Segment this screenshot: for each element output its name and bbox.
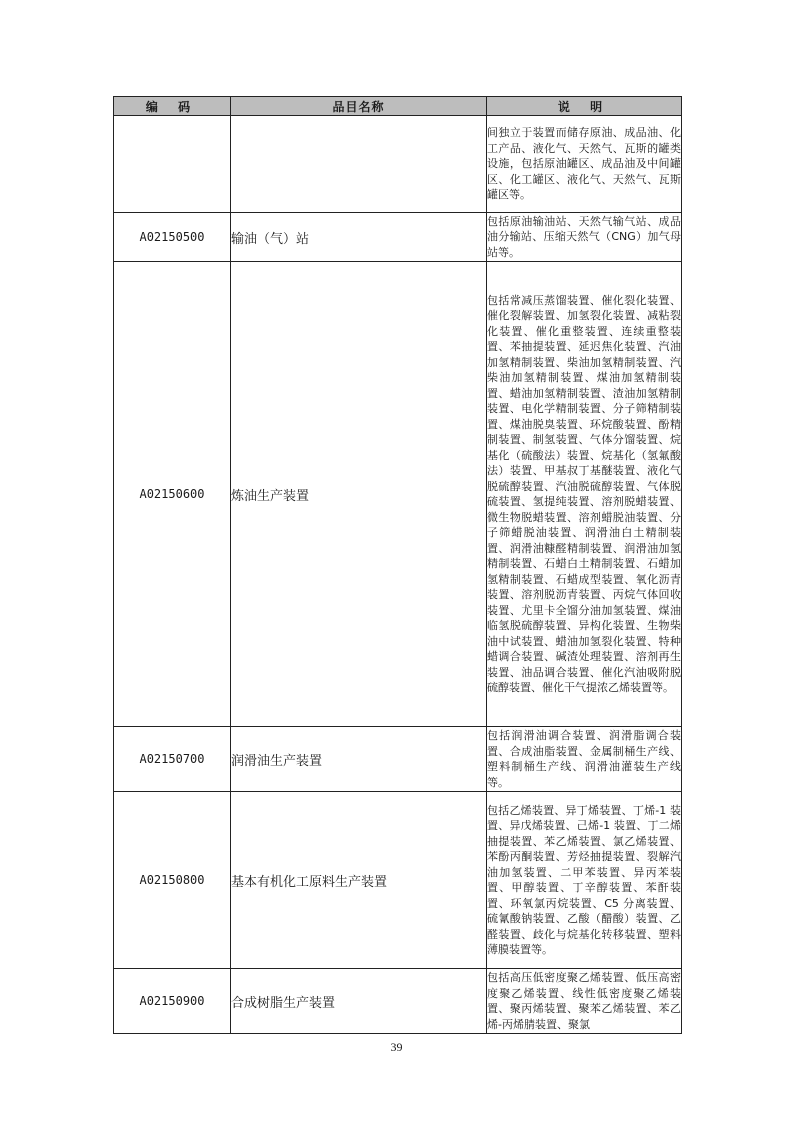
page-number: 39 xyxy=(390,1040,403,1054)
row-code xyxy=(114,116,231,213)
row-desc: 间独立于装置而储存原油、成品油、化工产品、液化气、天然气、瓦斯的罐类设施，包括原油罐区、成品油及中间罐区、化工罐区、液化气、天然气、瓦斯罐区等。 xyxy=(487,116,682,213)
row-desc: 包括原油输油站、天然气输气站、成品油分输站、压缩天然气（CNG）加气母站等。 xyxy=(487,213,682,262)
row-code: A02150700 xyxy=(114,727,231,792)
row-code: A02150900 xyxy=(114,969,231,1034)
catalog-table xyxy=(113,96,682,1034)
header-name: 品目名称 xyxy=(231,97,487,116)
row-name: 输油（气）站 xyxy=(231,213,487,262)
row-desc: 包括润滑油调合装置、润滑脂调合装置、合成油脂装置、金属制桶生产线、塑料制桶生产线、润滑油灌装生产线等。 xyxy=(487,727,682,792)
row-name: 润滑油生产装置 xyxy=(231,727,487,792)
row-desc: 包括常减压蒸馏装置、催化裂化装置、催化裂解装置、加氢裂化装置、减粘裂化装置、催化重整装置、连续重整装置、苯抽提装置、延迟焦化装置、汽油加氢精制装置、柴油加氢精制装置、汽柴油加氢精制装置、煤油加氢精制装置、蜡油加氢精制装置、渣油加氢精制装置、电化学精制装置、分子筛精制装置、煤油脱臭装置、环烷酸装置、酚精制装置、制氢装置、气体分馏装置、烷基化（硫酸法）装置、烷基化（氢氟酸法）装置、甲基叔丁基醚装置、液化气脱硫醇装置、汽油脱硫醇装置、气体脱硫装置、氢提纯装置、溶剂脱蜡装置、微生物脱蜡装置、溶剂蜡脱油装置、分子筛蜡脱油装置、润滑油白土精制装置、润滑油糠醛精制装置、润滑油加氢精制装置、石蜡白土精制装置、石蜡加氢精制装置、石蜡成型装置、氧化沥青装置、溶剂脱沥青装置、丙烷气体回收装置、尤里卡全馏分油加氢装置、煤油临氢脱硫醇装置、异构化装置、生物柴油中试装置、蜡油加氢裂化装置、特种蜡调合装置、碱渣处理装置、溶剂再生装置、油品调合装置、催化汽油吸附脱硫醇装置、催化干气提浓乙烯装置等。 xyxy=(487,262,682,727)
header-code: 编 码 xyxy=(114,97,231,116)
row-desc: 包括高压低密度聚乙烯装置、低压高密度聚乙烯装置、线性低密度聚乙烯装置、聚丙烯装置、聚苯乙烯装置、苯乙烯-丙烯腈装置、聚氯 xyxy=(487,969,682,1034)
row-code: A02150800 xyxy=(114,792,231,969)
row-name: 炼油生产装置 xyxy=(231,262,487,727)
table-row xyxy=(114,262,682,727)
table-row xyxy=(114,727,682,792)
table-header-row xyxy=(114,97,682,116)
row-name: 合成树脂生产装置 xyxy=(231,969,487,1034)
table-row xyxy=(114,213,682,262)
row-name: 基本有机化工原料生产装置 xyxy=(231,792,487,969)
row-desc: 包括乙烯装置、异丁烯装置、丁烯-1 装置、异戊烯装置、己烯-1 装置、丁二烯抽提装置、苯乙烯装置、氯乙烯装置、苯酚丙酮装置、芳烃抽提装置、裂解汽油加氢装置、二甲苯装置、异丙苯装置、甲醇装置、丁辛醇装置、苯酐装置、环氧氯丙烷装置、C5 分离装置、硫氰酸钠装置、乙酸（醋酸）装置、乙醛装置、歧化与烷基化转移装置、塑料薄膜装置等。 xyxy=(487,792,682,969)
table-row xyxy=(114,969,682,1034)
row-code: A02150500 xyxy=(114,213,231,262)
row-name xyxy=(231,116,487,213)
row-code: A02150600 xyxy=(114,262,231,727)
header-desc: 说 明 xyxy=(487,97,682,116)
table-row xyxy=(114,792,682,969)
table-row xyxy=(114,116,682,213)
